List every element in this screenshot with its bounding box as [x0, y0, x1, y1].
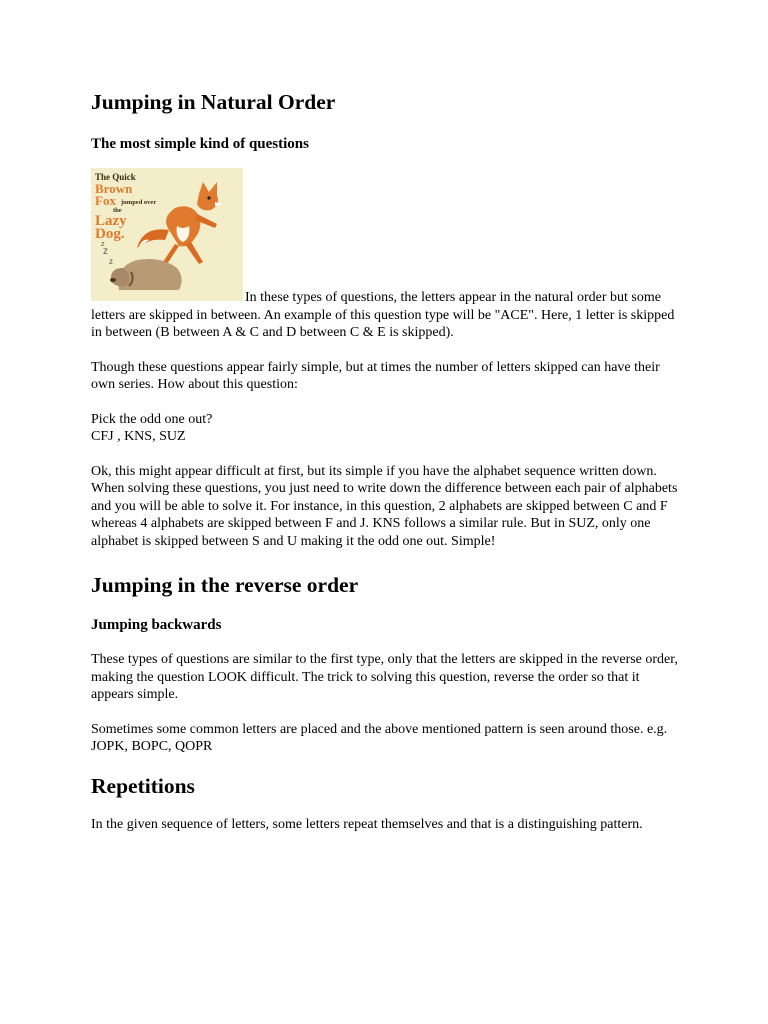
question-prompt: Pick the odd one out?	[91, 411, 213, 427]
section-subheading: Jumping backwards	[91, 617, 222, 633]
svg-text:jumped over: jumped over	[121, 199, 157, 206]
svg-text:Lazy: Lazy	[95, 213, 127, 229]
paragraph: These types of questions are similar to the first type, only that the letters are skipped in the reverse order, making the question LOOK difficult. The trick to solving this question, reverse the order so that it appears simple.	[91, 652, 678, 702]
svg-text:z: z	[103, 246, 108, 257]
paragraph: Though these questions appear fairly simple, but at times the number of letters skipped can have their own series. How about this question:	[91, 359, 660, 392]
fox-and-dog-image	[91, 168, 243, 301]
section-heading: Jumping in Natural Order	[91, 90, 336, 114]
paragraph: Sometimes some common letters are placed and the above mentioned pattern is seen around those. e.g.	[91, 721, 668, 737]
svg-text:The Quick: The Quick	[95, 172, 136, 182]
paragraph: Ok, this might appear difficult at first, but its simple if you have the alphabet sequence written down. When solving these questions, you just need to write down the difference between each pair of alphabets and you will be able to solve it. For instance, in this question, 2 alphabets are skipped between C and F whereas 4 alphabets are skipped between F and J. KNS follows a similar rule. But in SUZ, only one alphabet is skipped between S and U making it the odd one out. Simple!	[91, 463, 678, 549]
svg-text:Fox: Fox	[95, 193, 116, 208]
fox-and-dog-illustration	[91, 168, 243, 301]
paragraph	[91, 168, 681, 342]
section-subheading: The most simple kind of questions	[91, 136, 309, 152]
svg-text:z: z	[101, 241, 105, 248]
document-page	[91, 88, 681, 833]
svg-text:Brown: Brown	[95, 181, 133, 196]
paragraph-text: In these types of questions, the letters appear in the natural order but some letters are skipped in between. An example of this question type will be "ACE". Here, 1 letter is skipped in between (B between A & C and D between C & E is skipped).	[91, 290, 675, 340]
paragraph: In the given sequence of letters, some letters repeat themselves and that is a distinguishing pattern.	[91, 816, 643, 832]
section-heading: Repetitions	[91, 773, 195, 798]
section-heading: Jumping in the reverse order	[91, 573, 359, 597]
svg-text:Dog.: Dog.	[95, 226, 125, 242]
question-options: CFJ , KNS, SUZ	[91, 429, 186, 444]
example-text: JOPK, BOPC, QOPR	[91, 739, 213, 754]
svg-text:the: the	[113, 207, 122, 214]
svg-text:z: z	[109, 257, 113, 266]
